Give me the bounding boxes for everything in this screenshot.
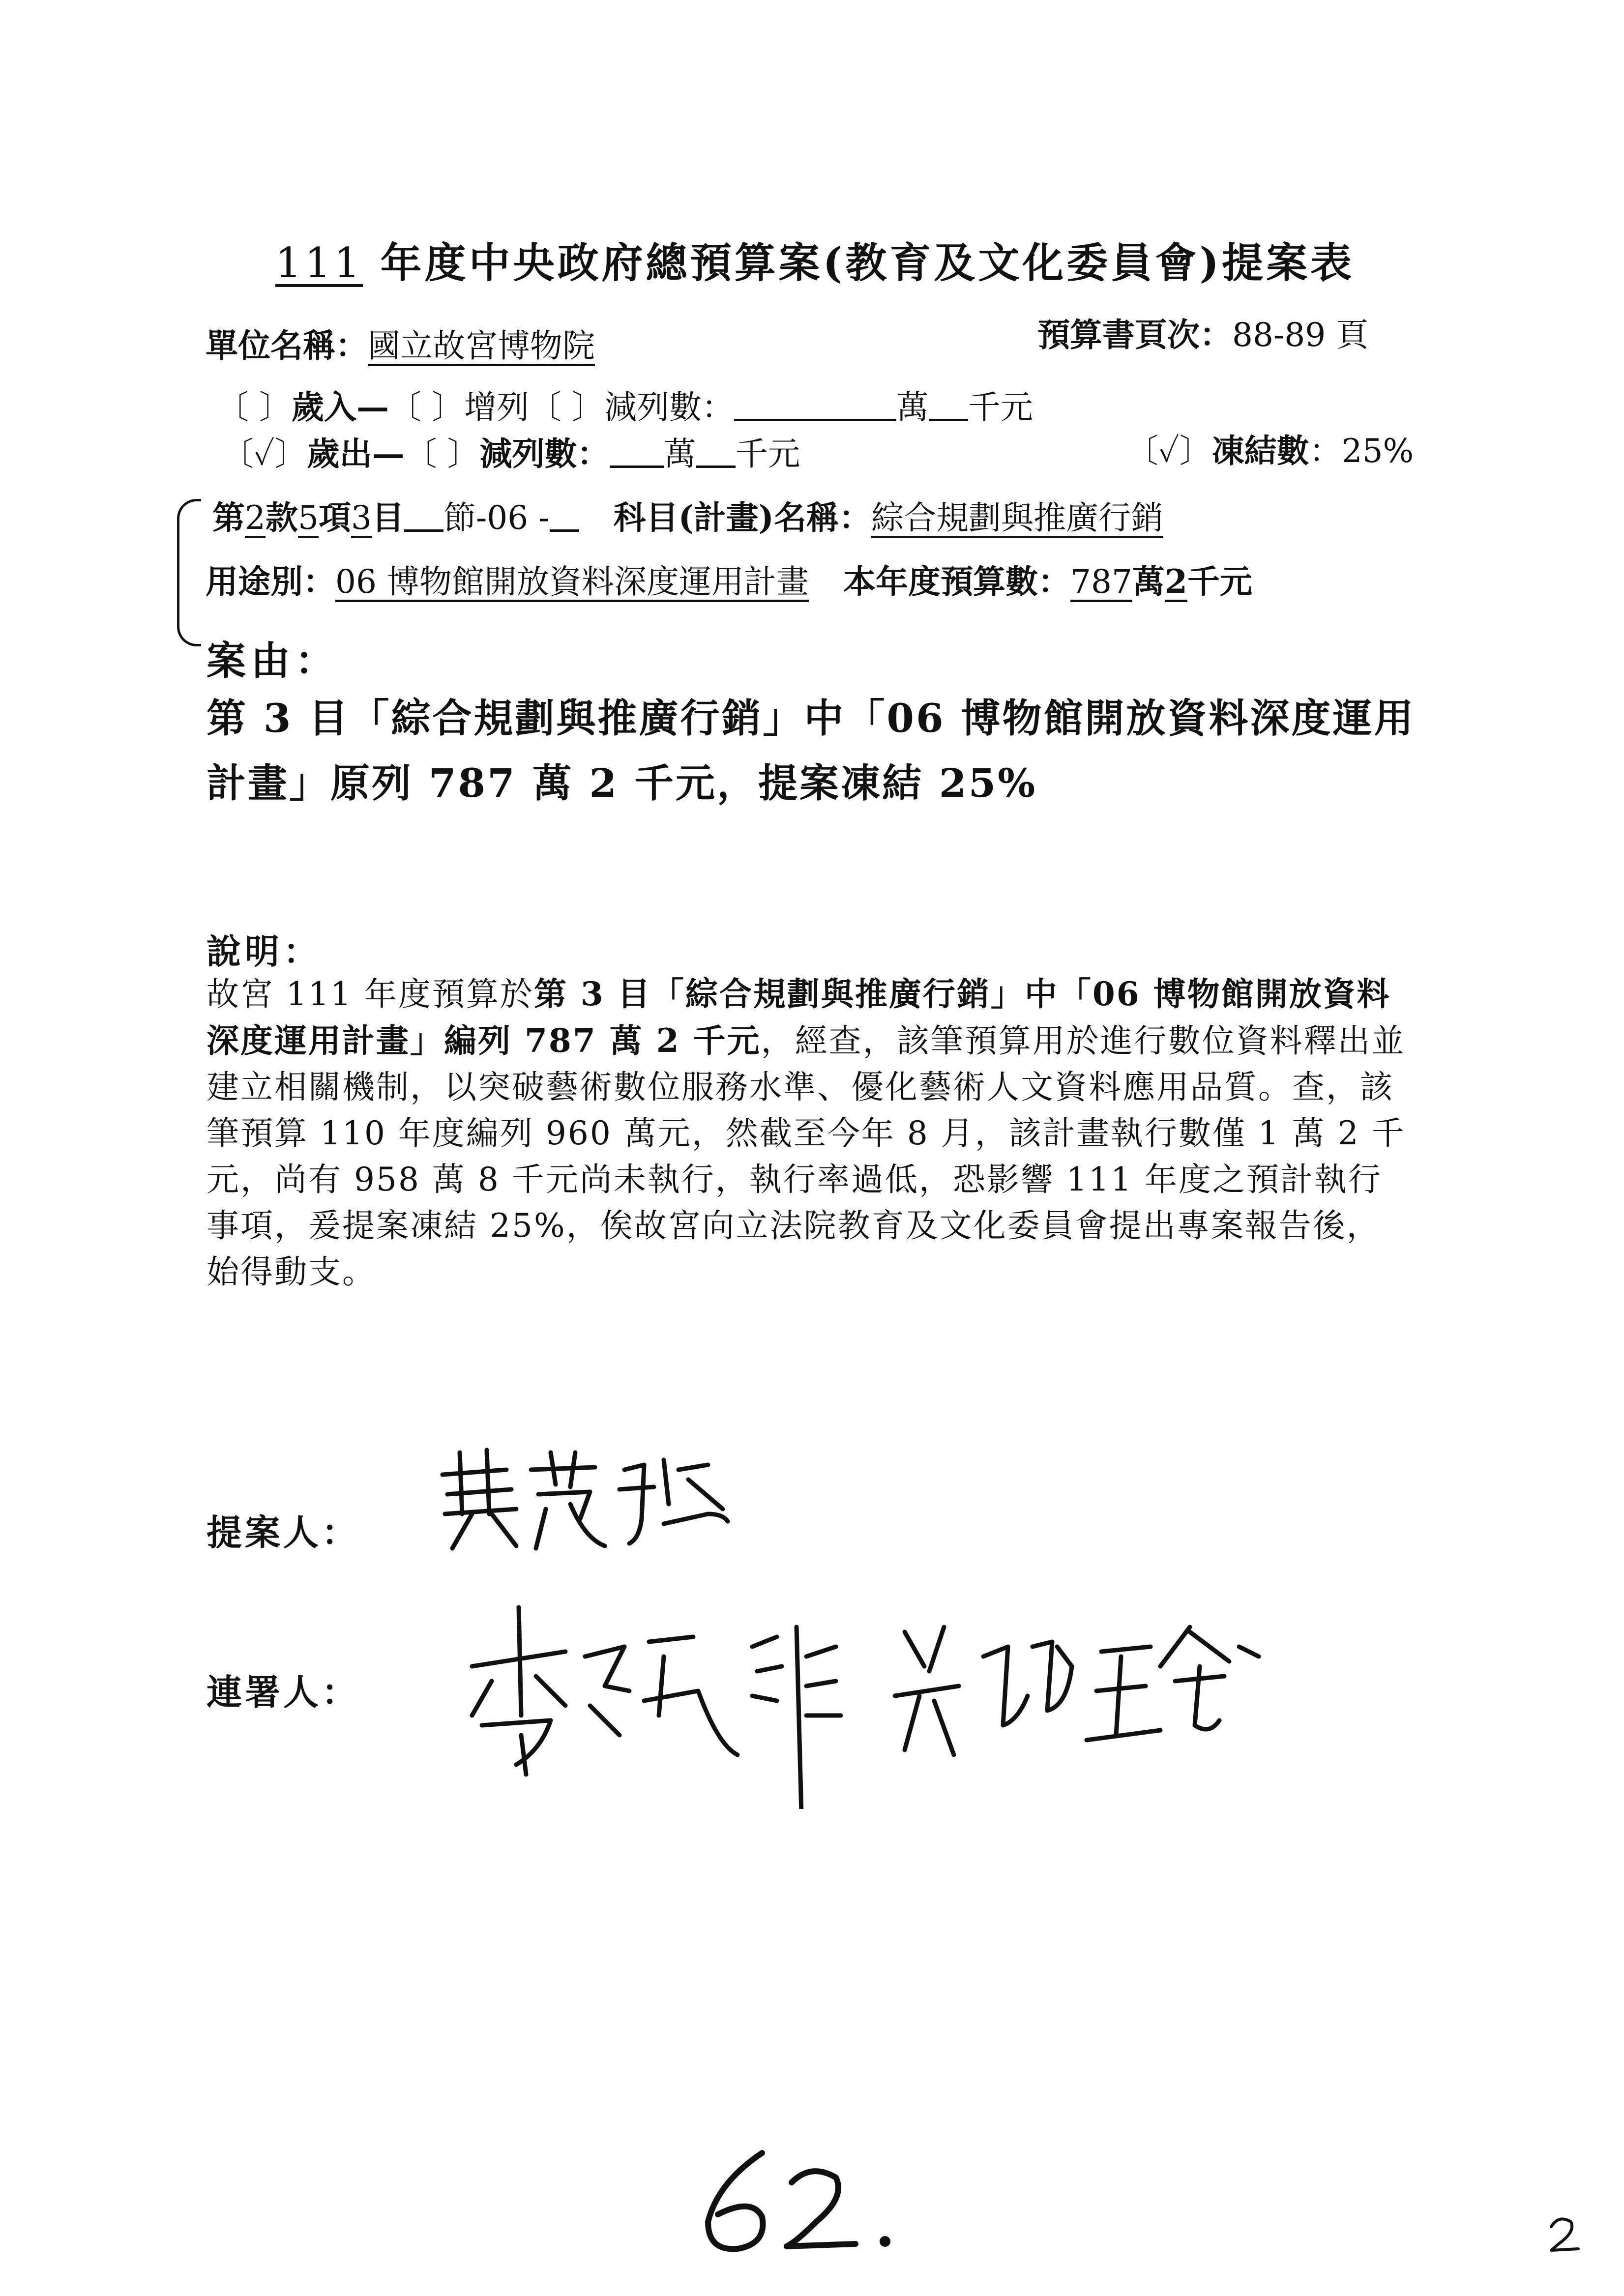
page-title xyxy=(275,230,1355,290)
account-jie-blank xyxy=(404,500,443,532)
account-extra-blank xyxy=(550,500,579,532)
budget-page-row xyxy=(1037,309,1368,355)
corner-page-number xyxy=(1544,2212,1583,2258)
description-bold: 第 3 目「綜合規劃與推廣行銷」中「06 博物館開放資料深度運用計畫」編列 787 萬 2 千元 xyxy=(207,975,1391,1060)
expense-decrease-checkbox: 〔 〕 xyxy=(404,435,480,473)
expense-wan-blank xyxy=(610,436,664,468)
proposer-signature xyxy=(433,1440,738,1568)
budget-page-label: 預算書頁次： xyxy=(1037,316,1232,354)
account-bracket xyxy=(177,499,201,646)
expense-checkbox: 〔✓〕 xyxy=(221,435,307,473)
title-text: 年度中央政府總預算案(教育及文化委員會)提案表 xyxy=(363,238,1355,287)
revenue-qian-unit: 千元 xyxy=(968,388,1033,426)
expense-label: 歲出— xyxy=(307,435,405,473)
subject-value: 綜合規劃與推廣行銷 xyxy=(871,499,1164,537)
revenue-row xyxy=(216,381,1033,428)
description-text xyxy=(207,971,1406,1295)
revenue-wan-unit: 萬 xyxy=(896,388,929,426)
expense-qian-unit: 千元 xyxy=(735,435,800,473)
account-xiang: 5 xyxy=(298,499,319,537)
annual-budget-wan-unit: 萬 xyxy=(1132,562,1165,601)
subject-label: 科目(計畫)名稱： xyxy=(613,498,872,537)
case-heading: 案由： xyxy=(207,638,339,684)
purpose-label: 用途別： xyxy=(206,562,335,601)
revenue-qian-blank xyxy=(929,389,968,421)
proposer-label: 提案人： xyxy=(207,1511,360,1553)
cosigner-signatures xyxy=(462,1588,1298,1809)
unit-row xyxy=(206,320,595,366)
handwritten-page-number xyxy=(688,2143,915,2263)
cosigner-label: 連署人： xyxy=(207,1671,360,1713)
expense-qian-blank xyxy=(696,436,736,468)
description-rest: ，經查，該筆預算用於進行數位資料釋出並建立相關機制，以突破藝術數位服務水準、優化藝術人文資料應用品質。查，該筆預算 110 年度編列 960 萬元，然截至今年 8 月，該計畫執行數僅 1 萬 2 千元，尚有 958 萬 8 千元尚未執行，執行率過低，恐影響 111 年度之預計執行事項，爰提案凍結 25%，俟故宮向立法院教育及文化委員會提出專案報告後，始得動支。 xyxy=(207,1022,1406,1291)
revenue-amount-blank xyxy=(734,389,896,421)
freeze-checkbox: 〔✓〕 xyxy=(1126,432,1212,470)
annual-budget-label: 本年度預算數： xyxy=(843,562,1070,601)
account-kuan-label: 款 xyxy=(266,498,298,537)
account-mu: 3 xyxy=(351,499,372,537)
annual-budget-wan: 787 xyxy=(1070,563,1132,601)
handwritten-page-number-drawing xyxy=(688,2143,915,2261)
title-year: 111 xyxy=(275,239,363,287)
annual-budget-qian: 2 xyxy=(1164,562,1187,601)
expense-decrease-label: 減列數： xyxy=(479,435,610,473)
purpose-value: 06 博物館開放資料深度運用計畫 xyxy=(335,563,809,601)
account-row xyxy=(212,492,1163,538)
budget-page-value: 88-89 頁 xyxy=(1232,316,1369,354)
freeze-label: 凍結數 xyxy=(1211,432,1309,470)
corner-page-number-drawing xyxy=(1544,2212,1583,2256)
case-text: 第 3 目「綜合規劃與推廣行銷」中「06 博物館開放資料深度運用計畫」原列 787 萬 2 千元，提案凍結 25% xyxy=(207,695,1416,806)
account-mu-label: 目 xyxy=(372,498,404,537)
revenue-increase-option: 〔 〕增列 xyxy=(388,388,529,426)
revenue-label: 歲入— xyxy=(291,388,389,426)
freeze-row xyxy=(1126,425,1414,471)
unit-label: 單位名稱： xyxy=(206,326,368,365)
account-jie: 節-06 - xyxy=(443,499,550,537)
description-lead: 故宮 111 年度預算於 xyxy=(207,975,534,1013)
account-prefix: 第 xyxy=(212,498,245,537)
description-heading: 說明： xyxy=(207,931,322,972)
purpose-row xyxy=(206,555,1252,602)
revenue-checkbox: 〔 〕 xyxy=(216,388,292,426)
account-kuan: 2 xyxy=(245,499,266,537)
expense-row xyxy=(221,428,800,474)
freeze-value: ：25% xyxy=(1309,432,1414,470)
account-xiang-label: 項 xyxy=(319,498,351,537)
revenue-decrease-option: 〔 〕減列數： xyxy=(529,388,734,426)
expense-wan-unit: 萬 xyxy=(663,435,696,473)
unit-value: 國立故宮博物院 xyxy=(368,327,595,365)
annual-budget-qian-unit: 千元 xyxy=(1187,562,1252,601)
